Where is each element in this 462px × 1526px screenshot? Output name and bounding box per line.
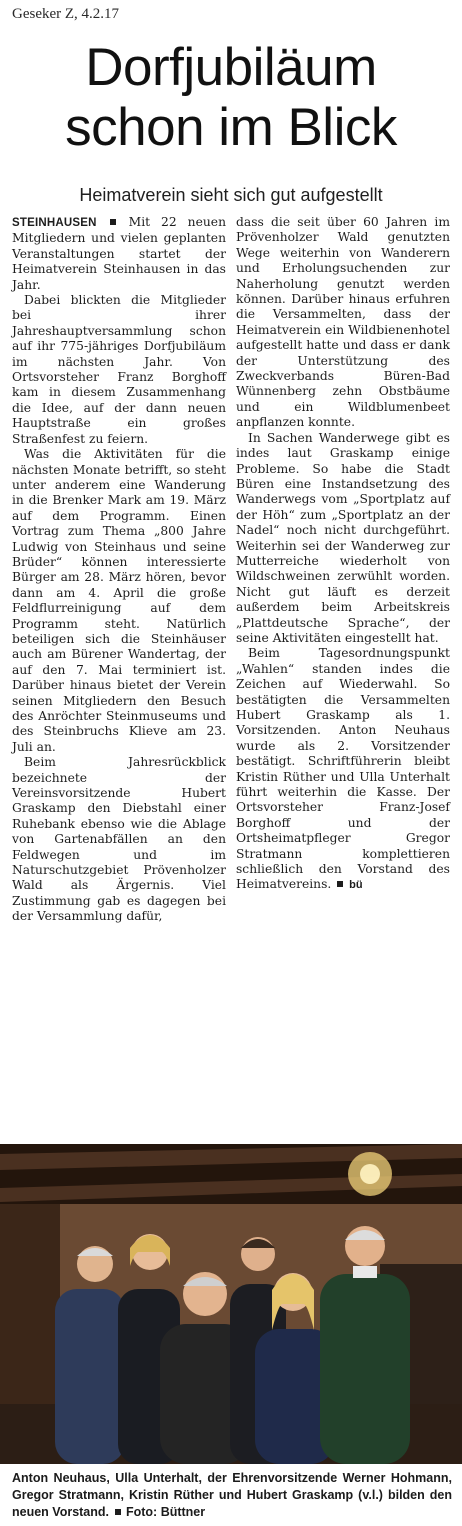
article-column-left [12, 215, 226, 925]
headline [0, 38, 462, 158]
photo-credit: Foto: Büttner [125, 1505, 206, 1519]
dateline: STEINHAUSEN [12, 217, 97, 229]
article-paragraph: In Sachen Wanderwege gibt es indes laut Graskamp einige Probleme. So habe die Stadt Büren eine Instandsetzung des Wanderwegs vom „Sportplatz auf der Höh“ zum „Sportplatz an der Nadel“ noch nicht durchgeführt. Weiterhin sei der Wanderweg zur Mutterreiche wiederholt von Wildschweinen zerwühlt worden. Nicht gut läuft es derzeit außerdem beim Arbeitskreis „Plattdeutsche Sprache“, der seine Aktivitäten eingestellt hat. [236, 430, 450, 645]
author-initials: bü [349, 879, 363, 892]
photo-caption [12, 1470, 452, 1521]
square-bullet-icon [337, 881, 343, 887]
source-line: Geseker Z, 4.2.17 [12, 6, 120, 22]
square-bullet-icon [115, 1509, 121, 1515]
headline-line-1: Dorfjubiläum [85, 38, 377, 97]
group-photo [0, 1144, 462, 1464]
paragraph-text: Beim Tagesordnungspunkt „Wahlen“ standen indes die Zeichen auf Wiederwahl. So bestätigten die Versammelten Hubert Graskamp als 1. Vorsitzenden. Anton Neuhaus wurde als 2. Vorsitzender bestätigt. Schriftführerin bleibt Kristin Rüther und Ulla Unterhalt führt weiterhin die Kasse. Der Ortsvorsteher Franz-Josef Borghoff und der Ortsheimatpfleger Gregor Stratmann komplettieren schließlich den Vorstand des Heimatvereins. [236, 646, 450, 892]
article-paragraph: Beim Jahresrückblick bezeichnete der Vereinsvorsitzende Hubert Graskamp den Diebstahl einer Ruhebank ebenso wie die Ablage von Gartenabfällen an den Feldwegen und im Naturschutzgebiet Prövenholzer Wald als Ärgernis. Viel Zustimmung gab es dagegen bei der Versammlung dafür, [12, 755, 226, 924]
article-paragraph: Dabei blickten die Mitglieder bei ihrer Jahreshauptversammlung schon auf ihr 775-jähriges Dorfjubiläum im nächsten Jahr. Von Ortsvorsteher Franz Borghoff kam in diesem Zusammenhang die Idee, auf der dann neuen Hauptstraße ein großes Straßenfest zu feiern. [12, 293, 226, 446]
square-bullet-icon [110, 219, 116, 225]
paragraph-text: Mit 22 neuen Mitgliedern und vielen geplanten Veranstaltungen startet der Heimatverein Steinhausen in das Jahr. [12, 215, 226, 292]
article-paragraph: Was die Aktivitäten für die nächsten Monate betrifft, so steht unter anderem eine Wanderung in die Brenker Mark am 19. März auf dem Programm. Einen Vortrag zum Thema „800 Jahre Ludwig von Steinhaus und seine Brüder“ können interessierte Bürger am 28. März hören, bevor dann am 4. April die große Feldflurreinigung auf dem Programm steht. Natürlich beteiligen sich die Steinhäuser auch am Bürener Wandertag, der auf den 7. Mai terminiert ist. Darüber hinaus bietet der Verein seinen Mitgliedern den Besuch des Anröchter Steinmuseums und des Steinbruchs Klieve am 23. Juli an. [12, 447, 226, 754]
article-paragraph: dass die seit über 60 Jahren im Prövenholzer Wald genutzten Wege weiterhin von Wanderern und Erholungsuchenden zur Naherholung genutzt werden können. Darüber hinaus erfuhren die Versammelten, dass der Heimatverein ein Wildbienenhotel aufgestellt hatte und dass er dank der Unterstützung des Zweckverbands Büren-Bad Wünnenberg zehn Obstbäume und ein Wildblumenbeet anpflanzen konnte. [236, 215, 450, 430]
subheadline: Heimatverein sieht sich gut aufgestellt [79, 185, 383, 205]
article-paragraph [236, 646, 450, 894]
caption-text: Anton Neuhaus, Ulla Unterhalt, der Ehrenvorsitzende Werner Hohmann, Gregor Stratmann, Kristin Rüther und Hubert Graskamp (v.l.) bilden den neuen Vorstand. [12, 1471, 452, 1519]
group-photo-illustration [0, 1144, 462, 1464]
article-paragraph [12, 215, 226, 293]
headline-line-2: schon im Blick [65, 98, 397, 157]
article-column-right [236, 215, 450, 894]
